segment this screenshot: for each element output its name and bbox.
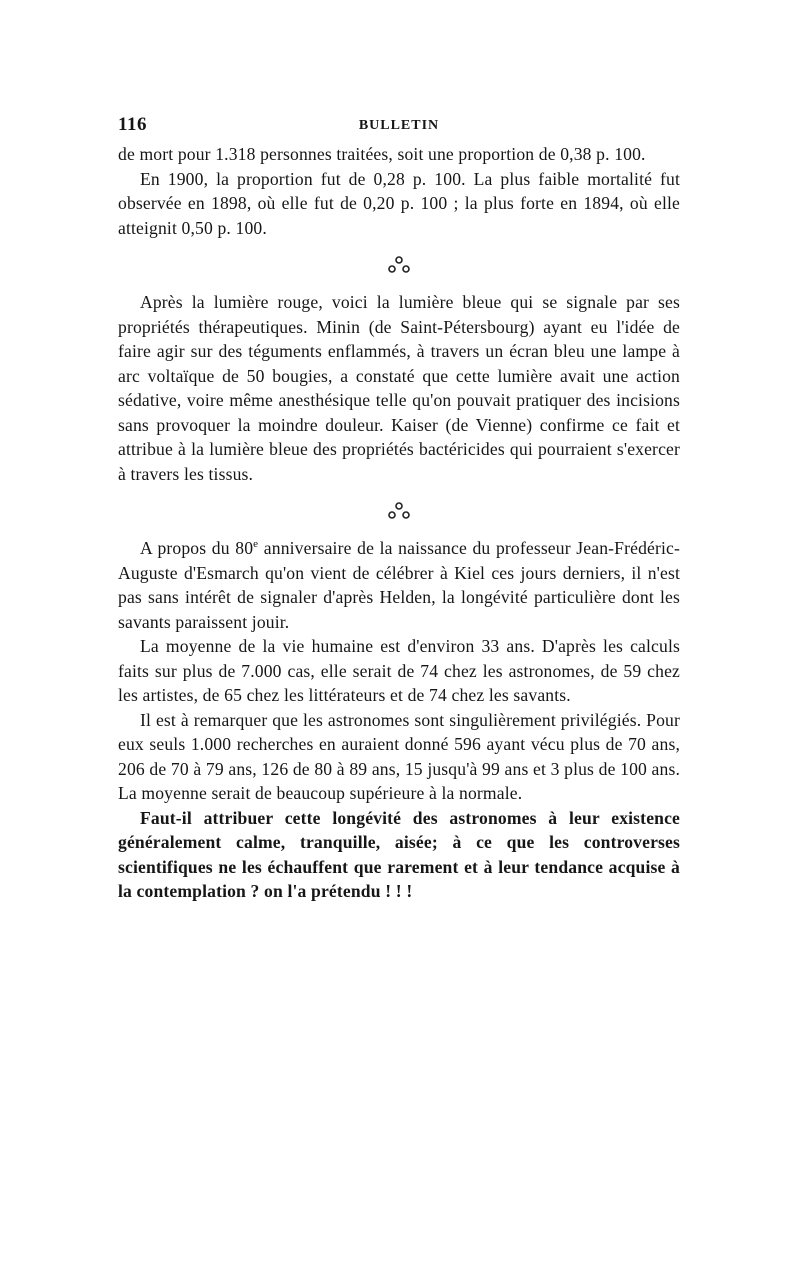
book-page — [118, 108, 680, 904]
paragraph-esmarch-start: A propos du 80 — [140, 538, 254, 558]
paragraph-mortality-1900: En 1900, la proportion fut de 0,28 p. 100. La plus faible mortalité fut observée en 1898, où elle fut de 0,20 p. 100 ; la plus forte en 1894, où elle atteignit 0,50 p. 100. — [118, 168, 680, 238]
asterism-icon — [384, 254, 414, 276]
paragraph-esmarch-anniversary — [118, 536, 680, 634]
ordinal-superscript: e — [253, 538, 259, 551]
running-head — [118, 108, 680, 138]
paragraph-longevity-question: Faut-il attribuer cette longévité des astronomes à leur existence généralement calme, tranquille, aisée; à ce que les controverses scientifiques ne les échauffent que rarement et à leur tendance acquise à la contemplation ? on l'a prétendu ! ! ! — [118, 807, 680, 901]
paragraph-life-expectancy: La moyenne de la vie humaine est d'environ 33 ans. D'après les calculs faits sur plus de 7.000 cas, elle serait de 74 chez les astronomes, de 59 chez les artistes, de 65 chez les littérateurs et de 74 chez les savants. — [118, 636, 680, 705]
paragraph-astronomers-privileged: Il est à remarquer que les astronomes sont singulièrement privilégiés. Pour eux seuls 1.000 recherches en auraient donné 596 ayant vécu plus de 70 ans, 206 de 70 à 79 ans, 126 de 80 à 89 ans, 15 jusqu'à 99 ans et 3 plus de 100 ans. La moyenne serait de beaucoup supérieure à la normale. — [118, 709, 680, 803]
paragraph-mortality-continued: de mort pour 1.318 personnes traitées, soit une proportion de 0,38 p. 100. — [118, 144, 646, 164]
asterism-separator — [118, 500, 680, 522]
paragraph-esmarch-rest: anniversaire de la naissance du professeur Jean-Frédéric-Auguste d'Esmarch qu'on vient de célébrer à Kiel ces jours derniers, il n'est pas sans intérêt de signaler d'après Helden, la longévité particulière dont les savants paraissent jouir. — [118, 538, 680, 632]
asterism-separator — [118, 254, 680, 276]
asterism-icon — [384, 500, 414, 522]
running-title: BULLETIN — [358, 118, 440, 133]
paragraph-blue-light: Après la lumière rouge, voici la lumière bleue qui se signale par ses propriétés thérapeutiques. Minin (de Saint-Pétersbourg) ayant eu l'idée de faire agir sur des téguments enflammés, à travers un écran bleu une lampe à arc voltaïque de 50 bougies, a constaté que cette lumière avait une action sédative, voire même anesthésique telle qu'on pouvait pratiquer des incisions sans provoquer la moindre douleur. Kaiser (de Vienne) confirme ce fait et attribue à la lumière bleue des propriétés bactéricides qui pourraient s'exercer à travers les tissus. — [118, 292, 680, 484]
page-number: 116 — [118, 114, 147, 135]
